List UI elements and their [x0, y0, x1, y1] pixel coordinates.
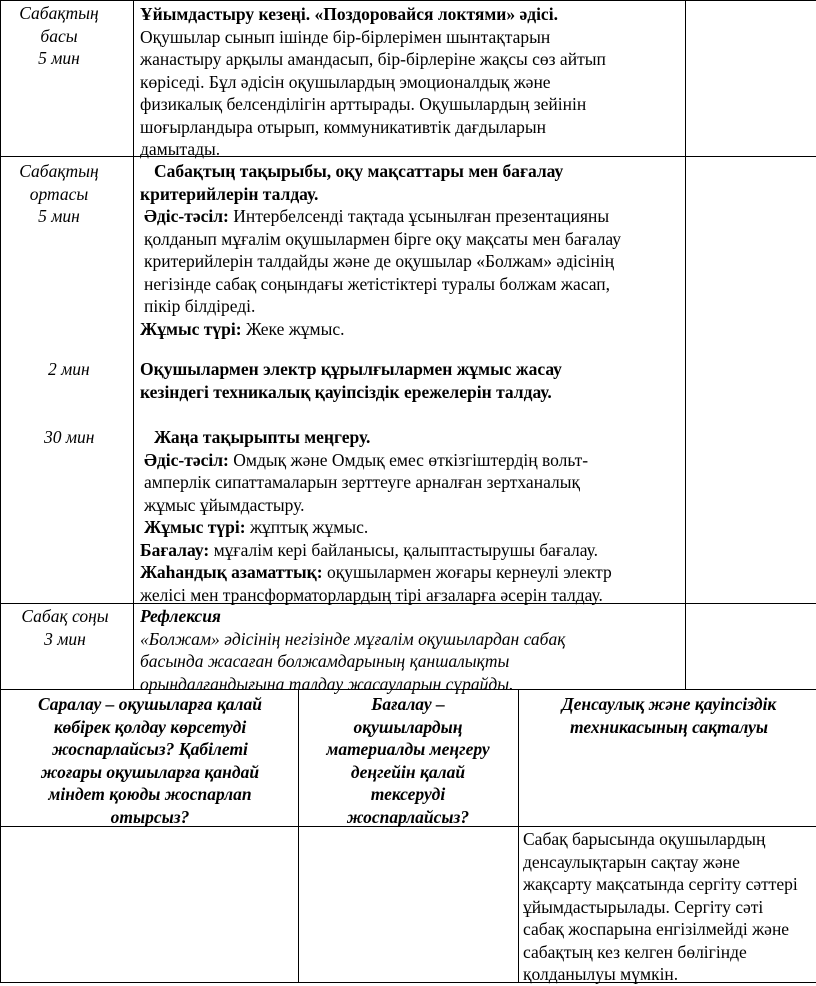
col-divider-a — [0, 0, 1, 983]
table-border-top — [0, 0, 816, 1]
start-body-line: дамытады. — [140, 139, 221, 159]
method-label: Әдіс-тәсіл: — [144, 206, 229, 226]
middle-time-label: Сабақтың ортасы 5 мин — [19, 161, 99, 226]
header-assessment: Бағалау – оқушылардың материалды меңгеру деңгейін қалай тексеруді жоспарлайсыз? — [326, 694, 490, 827]
middle-heading-line: Сабақтың тақырыбы, оқу мақсаттары мен бағалау — [154, 161, 564, 181]
assess-label: Бағалау: — [140, 539, 210, 560]
start-content — [140, 3, 606, 161]
start-body-line: шоғырландыра отырып, коммуникативтік дағдыларын — [140, 116, 546, 137]
time-30-min: 30 мин — [44, 427, 95, 447]
global-label: Жаһандық азаматтық: — [140, 562, 323, 582]
start-body-line: жанастыру арқылы амандасып, бір-бірлеріне жақсы сөз айтып — [140, 49, 606, 69]
health-safety-cell: Сабақ барысында оқушылардың денсаулықтарын сақтау және жақсарту мақсатында сергіту сәттері ұйымдастырылады. Сергіту сәті сабақ жоспарына енгізілмейді және сабақтың кез келген бөлігінде қолданылуы мүмкін. — [523, 829, 798, 984]
work2-label: Жұмыс түрі: — [144, 517, 246, 537]
header-differentiation: Саралау – оқушыларға қалай көбірек қолдау көрсетуді жоспарлайсыз? Қабілеті жоғары оқушыларға қандай міндет қоюды жоспарлап отырсыз? — [37, 694, 263, 827]
col-divider-b — [133, 0, 134, 690]
header-health-safety: Денсаулық және қауіпсіздік техникасының сақталуы — [561, 694, 777, 737]
start-time-label: Сабақтың басы 5 мин — [19, 3, 99, 68]
end-content: Рефлексия «Болжам» әдісінің негізінде мұғалім оқушылардан сабақ басында жасаған болжамдарының қаншалықты орындалғандығына талдау жасауларын сұрайды. — [140, 606, 566, 694]
col-divider-d — [298, 689, 299, 983]
new-topic-block: Жаңа тақырыпты меңгеру. Әдіс-тәсіл: Омдық және Омдық емес өткізгіштердің вольт- амперлік сипаттамаларын зерттеуге арналған зертханалық жұмыс ұйымдастыру. Жұмыс түрі: жұптық жұмыс. Бағалау: мұғалім кері байланысы, қалыптастырушы бағалау. Жаһандық азаматтық: оқушылармен жоғары кернеулі электр желісі мен трансформаторлардың тірі ағзаларға әсерін талдау. — [140, 427, 612, 605]
reflection-heading: Рефлексия — [140, 606, 221, 626]
col-divider-e — [518, 689, 519, 983]
method2-label: Әдіс-тәсіл: — [144, 449, 229, 470]
middle-heading-line: критерийлерін талдау. — [140, 183, 319, 204]
start-body-line: Оқушылар сынып ішінде бір-бірлерімен шынтақтарын — [140, 26, 551, 47]
start-body-line: физикалық белсенділігін арттырады. Оқушылардың зейінін — [140, 94, 587, 114]
new-topic-heading: Жаңа тақырыпты меңгеру. — [154, 427, 371, 447]
start-body-line: көріседі. Бұл әдісін оқушылардың эмоционалдық және — [140, 71, 551, 92]
col-divider-c — [685, 0, 686, 690]
middle-objectives: Сабақтың тақырыбы, оқу мақсаттары мен бағалау критерийлерін талдау. Әдіс-тәсіл: Интербелсенді тақтада ұсынылған презентацияны қолданып мұғалім оқушылармен бірге оқу мақсаты мен бағалау критерийлерін талдайды және де оқушылар «Болжам» әдісінің негізінде сабақ соңындағы жетістіктері туралы болжам жасап, пікір білдіреді. Жұмыс түрі: Жеке жұмыс. — [140, 161, 622, 339]
end-time-label: Сабақ соңы 3 мин — [21, 606, 109, 649]
safety-heading: Оқушылармен электр құрылғылармен жұмыс жасау кезіндегі техникалық қауіпсіздік ережелерін талдау. — [140, 359, 562, 402]
work-label: Жұмыс түрі: — [140, 318, 242, 339]
time-2-min: 2 мин — [48, 359, 90, 379]
start-heading: Ұйымдастыру кезеңі. «Поздоровайся локтями» әдісі. — [140, 4, 558, 24]
